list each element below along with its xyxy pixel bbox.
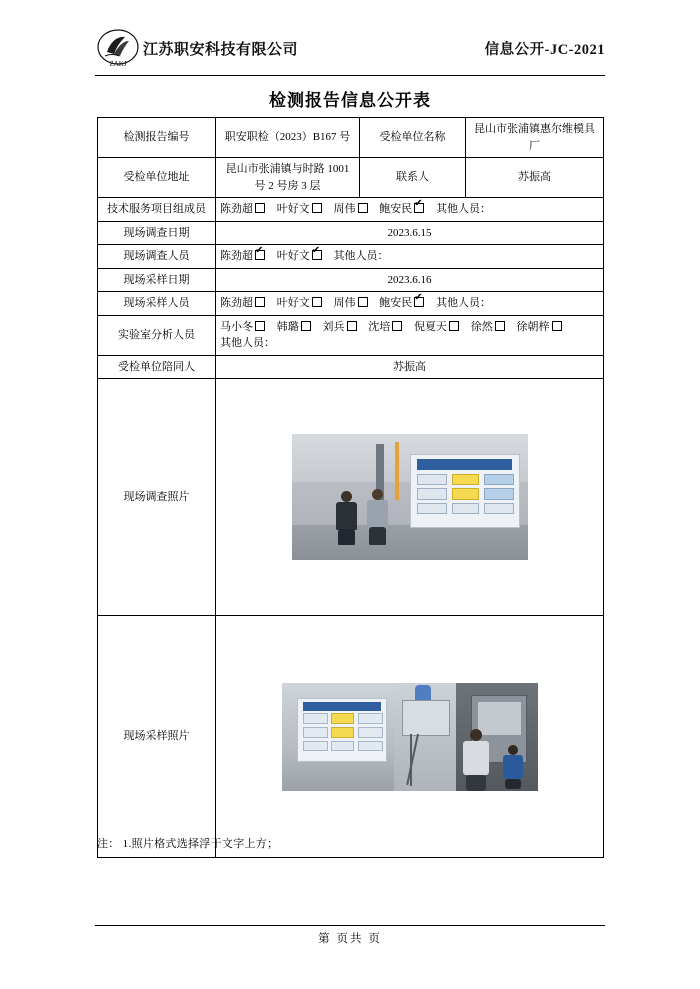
survey-staff-member: 叶好文 ✔ [277, 248, 322, 265]
sampling-photo-image [282, 683, 538, 791]
checkbox[interactable] [312, 297, 322, 307]
header-divider [95, 75, 605, 76]
survey-staff-label: 现场调查人员 [98, 245, 216, 269]
lab-staff-member: 徐然 [471, 319, 505, 336]
checkbox[interactable] [255, 203, 265, 213]
report-no-value: 职安职检（2023）B167 号 [216, 118, 360, 158]
survey-date-value: 2023.6.15 [216, 221, 604, 245]
lab-staff-cell [216, 315, 604, 355]
client-address-label: 受检单位地址 [98, 158, 216, 198]
table-row [98, 315, 604, 355]
sampling-date-label: 现场采样日期 [98, 268, 216, 292]
survey-staff-member: 陈劲超 ✔ [220, 248, 265, 265]
team-member: 鲍安民 ✔ [379, 201, 424, 218]
sampling-photo-cell [216, 616, 604, 858]
checkbox[interactable] [301, 321, 311, 331]
survey-date-label: 现场调查日期 [98, 221, 216, 245]
table-row [98, 379, 604, 616]
checkbox[interactable] [312, 203, 322, 213]
sampling-staff-label: 现场采样人员 [98, 292, 216, 316]
lab-staff-member: 刘兵 [323, 319, 357, 336]
team-members-cell [216, 198, 604, 222]
sampling-staff-member: 叶好文 [277, 295, 322, 312]
page-header [95, 28, 605, 74]
survey-staff-cell [216, 245, 604, 269]
accompany-label: 受检单位陪同人 [98, 355, 216, 379]
team-member: 陈劲超 [220, 201, 265, 218]
checkbox[interactable] [255, 250, 265, 260]
checkbox[interactable] [255, 321, 265, 331]
sampling-date-value: 2023.6.16 [216, 268, 604, 292]
lab-staff-other-label: 其他人员： [220, 337, 275, 349]
team-label: 技术服务项目组成员 [98, 198, 216, 222]
sampling-staff-cell [216, 292, 604, 316]
table-row [98, 221, 604, 245]
table-row [98, 292, 604, 316]
checkbox[interactable] [358, 203, 368, 213]
company-logo-icon [95, 28, 141, 70]
contact-label: 联系人 [360, 158, 466, 198]
table-row [98, 158, 604, 198]
table-row [98, 355, 604, 379]
lab-staff-line-1 [220, 319, 599, 336]
team-member: 周伟 [334, 201, 368, 218]
lab-staff-member: 徐朝梓 [517, 319, 562, 336]
page-title: 检测报告信息公开表 [269, 91, 431, 110]
checkbox[interactable] [414, 297, 424, 307]
checkbox[interactable] [414, 203, 424, 213]
table-row [98, 245, 604, 269]
document-code: 信息公开-JC-2021 [484, 42, 605, 58]
table-row [98, 118, 604, 158]
checkbox[interactable] [312, 250, 322, 260]
contact-value: 苏振高 [466, 158, 604, 198]
survey-staff-other-label: 其他人员： [333, 250, 389, 262]
team-other-label: 其他人员： [436, 203, 491, 215]
survey-photo-label: 现场调查照片 [98, 379, 216, 616]
checkbox[interactable] [495, 321, 505, 331]
company-name: 江苏职安科技有限公司 [143, 42, 299, 58]
lab-staff-label: 实验室分析人员 [98, 315, 216, 355]
survey-photo-cell [216, 379, 604, 616]
footer-divider [95, 925, 605, 926]
accompany-value: 苏振高 [216, 355, 604, 379]
notes-text: 注： 1.照片格式选择浮于文字上方； [97, 838, 279, 850]
sampling-staff-member: 周伟 [334, 295, 368, 312]
sampling-photo-label: 现场采样照片 [98, 616, 216, 858]
client-address-value: 昆山市张浦镇与时路 1001 号 2 号房 3 层 [216, 158, 360, 198]
checkbox[interactable] [347, 321, 357, 331]
sampling-staff-member: 陈劲超 [220, 295, 265, 312]
table-row [98, 198, 604, 222]
sampling-staff-other-label: 其他人员： [436, 297, 491, 309]
table-row [98, 616, 604, 858]
table-row [98, 268, 604, 292]
page-footer: 第 页共 页 [318, 933, 382, 945]
sampling-staff-member: 鲍安民 ✔ [379, 295, 424, 312]
checkbox[interactable] [255, 297, 265, 307]
checkbox[interactable] [449, 321, 459, 331]
team-member: 叶好文 [277, 201, 322, 218]
checkbox[interactable] [358, 297, 368, 307]
lab-staff-member: 马小冬 [220, 319, 265, 336]
client-name-label: 受检单位名称 [360, 118, 466, 158]
lab-staff-member: 倪夏天 [414, 319, 459, 336]
svg-text:ZAKJ: ZAKJ [109, 60, 127, 68]
lab-staff-member: 沈培 [368, 319, 402, 336]
lab-staff-member: 韩璐 [277, 319, 311, 336]
checkbox[interactable] [392, 321, 402, 331]
report-no-label: 检测报告编号 [98, 118, 216, 158]
client-name-value: 昆山市张浦镇惠尔维模具厂 [466, 118, 604, 158]
survey-photo-image [292, 434, 528, 560]
report-info-table [97, 117, 604, 858]
checkbox[interactable] [552, 321, 562, 331]
